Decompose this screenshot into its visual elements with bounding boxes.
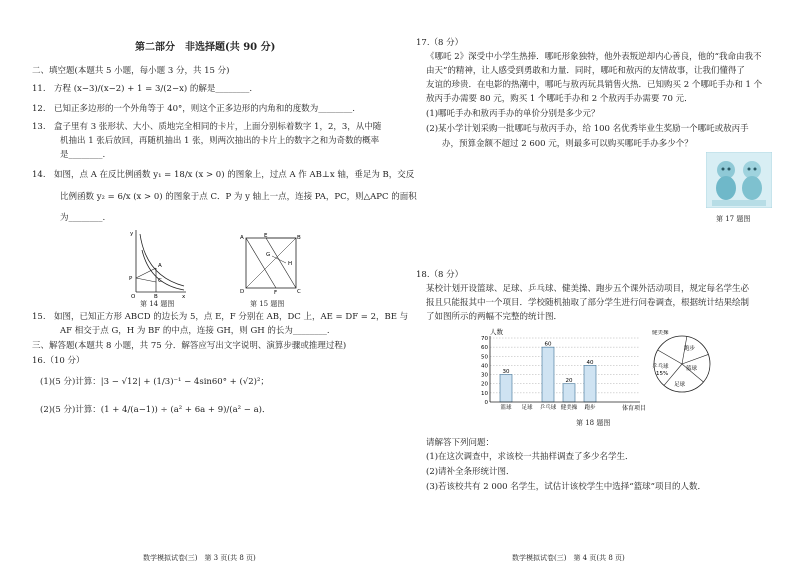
question-13-line2: 机抽出 1 张后放回，再随机抽出 1 张，则两次抽出的卡片上的数字之和为奇数的概率 [60,136,380,146]
left-footer: 数学模拟试卷(三) 第 3 页(共 8 页) [143,554,256,562]
pie-slice-label: 乒乓球 [652,364,669,370]
fig15-label: H [288,261,293,267]
fig17-caption: 第 17 题图 [716,215,751,223]
question-18-part2: (2)请补全条形统计图． [426,467,515,477]
question-12: 12. 已知正多边形的一个外角等于 40°，则这个正多边形的内角和的度数为________. [32,104,355,114]
bar [563,384,575,402]
question-17-line3: 友谊的珍贵．在电影的热潮中，哪吒与敖丙玩具销售火热．已知购买 2 个哪吒手办和 1 个 [426,80,763,90]
bar-data-label: 60 [544,341,552,348]
question-16-part1: (1)(5 分)计算：|3 − √12| + (1/3)⁻¹ − 4sin60° + (√2)²； [40,377,269,387]
pie-slice-label: 健美操 [652,330,669,336]
question-17: 17.（8 分） [416,38,464,48]
question-18-line2: 报且只能报其中一个项目．学校随机抽取了部分学生进行问卷调查，根据统计结果绘制 [426,298,750,308]
bar-data-label: 30 [502,369,510,376]
fig15-label: F [274,290,278,294]
section-title: 第二部分 非选择题(共 90 分) [135,42,276,53]
fig14-label: P [129,276,133,282]
pie-slice-label: 跑步 [684,346,696,352]
fig14-label: B [154,294,158,298]
figure-15 [240,232,302,294]
fig15-label: E [264,233,268,239]
question-16: 16.（10 分） [32,356,85,366]
x-category-label: 篮球 [500,405,512,411]
bar-data-label: 40 [586,359,594,366]
question-18-part3: (3)若该校共有 2 000 名学生，试估计该校学生中选择“篮球”项目的人数． [426,482,706,492]
pie-slice-boundary [682,354,708,364]
pie-chart [648,330,718,396]
pie-slice-label: 篮球 [686,366,698,372]
question-17-line4: 敖丙手办需要 80 元，购买 1 个哪吒手办和 2 个敖丙手办需要 70 元． [426,94,693,104]
question-17-part2-line2: 办，预算金额不超过 2 600 元，则最多可以购买哪吒手办多少个？ [442,139,693,149]
bar-chart [472,326,658,414]
fig15-label: G [266,252,271,258]
y-axis-label: 人数 [490,328,503,336]
fig15-label: B [297,235,301,241]
fig18-caption: 第 18 题图 [576,419,611,427]
x-axis-label: 体育项目 [622,405,647,412]
fig15-label: A [240,235,244,241]
x-category-label: 乒乓球 [539,405,557,411]
question-17-part1: (1)哪吒手办和敖丙手办的单价分别是多少元？ [426,109,600,119]
right-footer: 数学模拟试卷(三) 第 4 页(共 8 页) [512,554,625,562]
right-page [400,0,800,588]
y-tick-label: 30 [481,372,488,379]
y-tick-label: 0 [484,400,488,406]
y-tick-label: 50 [481,354,488,361]
bar [500,375,512,402]
pie-annotation: 15% [656,371,669,377]
bar [542,347,554,402]
pie-slice-label: 足球 [674,382,686,388]
x-category-label: 跑步 [584,405,596,411]
fig14-caption: 第 14 题图 [140,300,175,308]
question-18-part1: (1)在这次调查中，求该校一共抽样调查了多少名学生． [426,452,634,462]
question-14-line3: 为________. [60,213,106,223]
fig15-label: C [297,289,301,294]
bar [584,365,596,402]
answer-intro: 请解答下列问题： [426,438,495,448]
fig14-label: y [130,231,134,237]
question-17-line2: 由天”的精神，让人感受到勇敢和力量．同时，哪吒和敖丙的友情故事，让我们懂得了 [426,66,745,76]
question-15-line1: 15. 如图，已知正方形 ABCD 的边长为 5，点 E，F 分别在 AB，DC 上，AE = DF = 2，BE 与 [32,312,409,322]
question-13-line3: 是________. [60,150,106,160]
question-18-line3: 了如图所示的两幅不完整的统计图． [426,312,563,322]
figure-17 [706,152,772,208]
y-tick-label: 60 [481,345,488,352]
pie-slice-boundary [658,350,682,364]
fig15-caption: 第 15 题图 [250,300,285,308]
question-16-part2: (2)(5 分)计算：(1 + 4/(a−1)) ÷ (a² + 6a + 9)/(a² − a)． [40,405,271,415]
question-13-line1: 13. 盒子里有 3 张形状、大小、质地完全相同的卡片，上面分别标着数字 1，2，3，从中随 [32,122,382,132]
bar-data-label: 20 [565,378,573,385]
question-14-line2: 比例函数 y₂ = 6/x (x > 0) 的图象于点 C．P 为 y 轴上一点，连接 PA，PC，则△APC 的面积 [60,192,417,202]
question-17-part2-line1: (2)某小学计划采购一批哪吒与敖丙手办，给 100 名优秀毕业生奖励一个哪吒或敖丙手 [426,124,749,134]
y-tick-label: 40 [481,363,488,370]
y-tick-label: 10 [481,390,488,397]
x-category-label: 健美操 [560,405,578,411]
question-11: 11. 方程 (x−3)/(x−2) + 1 = 3/(2−x) 的解是________. [32,84,253,94]
question-14-line1: 14. 如图，点 A 在反比例函数 y₁ = 18/x (x > 0) 的图象上，过点 A 作 AB⊥x 轴，垂足为 B，交反 [32,170,415,180]
question-15-line2: AF 相交于点 G，H 为 BF 的中点，连接 GH，则 GH 的长为________. [60,326,330,336]
fig14-label: O [131,294,136,298]
figure-14 [128,228,188,298]
fig14-label: C [158,278,162,284]
question-18-line1: 某校计划开设篮球、足球、乒乓球、健美操、跑步五个课外活动项目，规定每名学生必 [426,284,750,294]
solve-header: 三、解答题(本题共 8 小题，共 75 分．解答应写出文字说明、演算步骤或推理过程) [32,341,347,351]
question-17-line1: 《哪吒 2》深受中小学生热捧．哪吒形象独特，他外表叛逆却内心善良，他的“我命由我不 [426,52,762,62]
x-category-label: 足球 [521,405,533,411]
fill-header: 二、填空题(本题共 5 小题，每小题 3 分，共 15 分) [32,66,230,76]
fig15-label: D [240,289,245,294]
fig14-label: A [158,263,162,269]
fig14-label: x [182,294,186,298]
question-18: 18.（8 分） [416,270,464,280]
y-tick-label: 70 [481,336,488,342]
y-tick-label: 20 [481,381,488,388]
